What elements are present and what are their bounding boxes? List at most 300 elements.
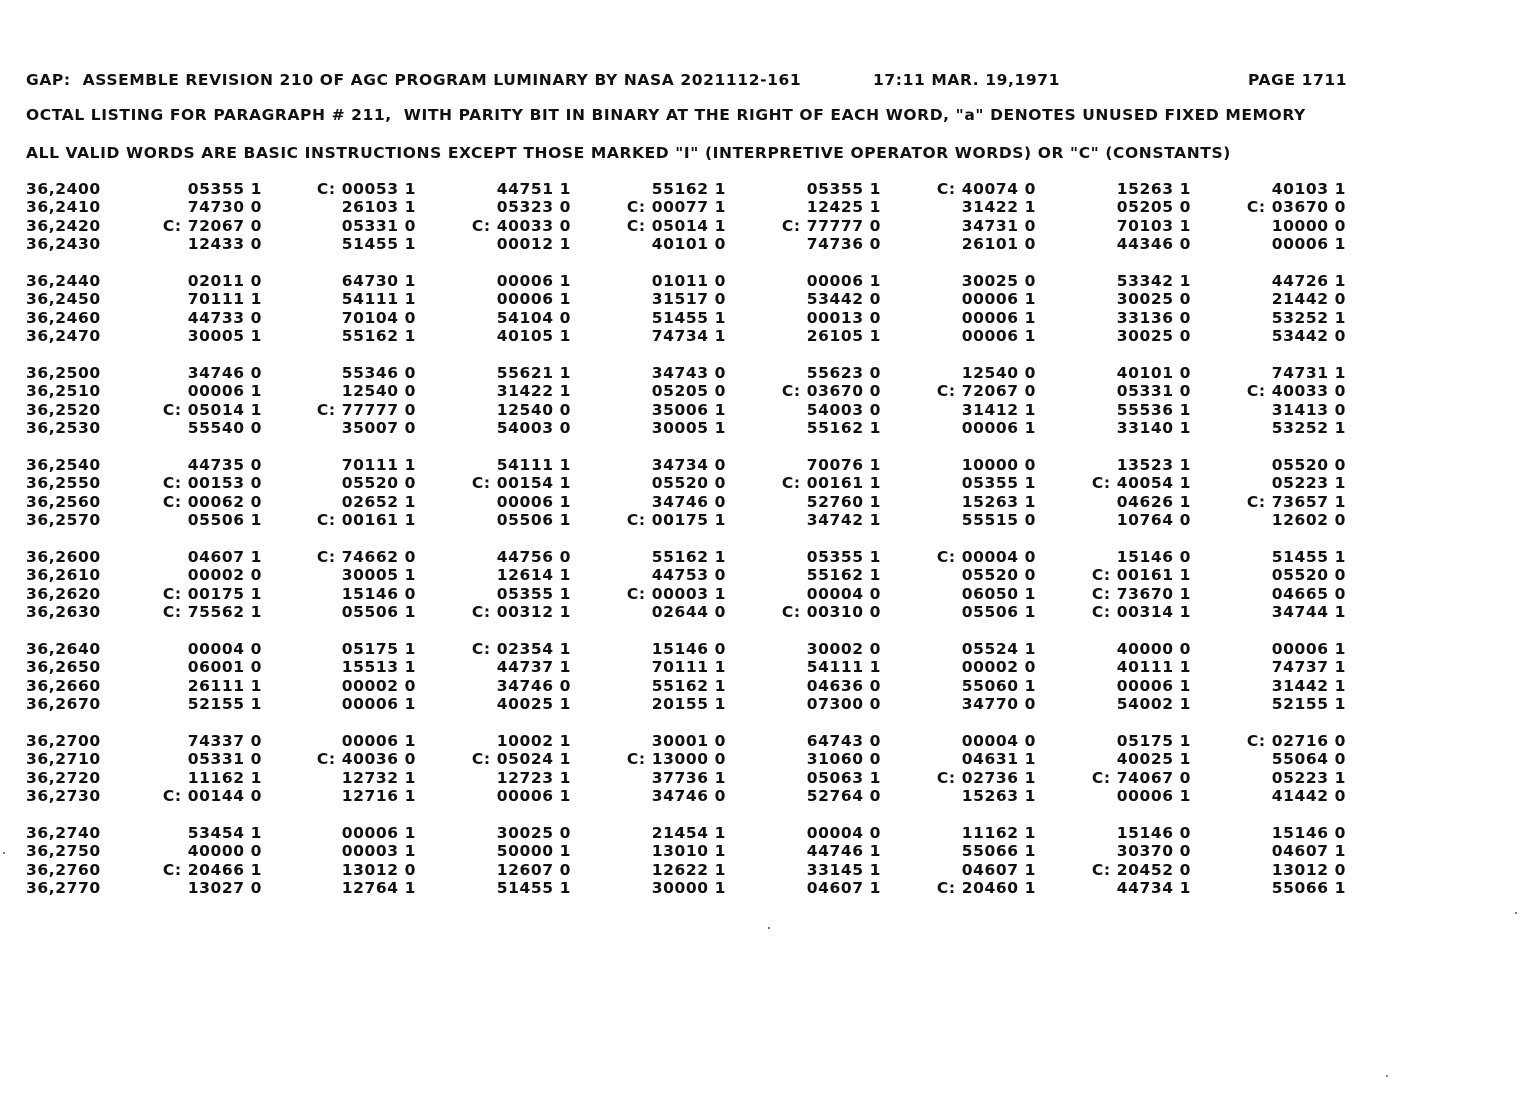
octal-word: 00002 0 <box>341 676 416 695</box>
octal-word: 13012 0 <box>1271 860 1346 879</box>
octal-word: 34731 0 <box>961 216 1036 235</box>
octal-word: 05331 0 <box>187 750 262 769</box>
octal-word: 00006 1 <box>806 272 881 290</box>
octal-word: C: 00077 1 <box>626 198 726 217</box>
octal-word: 74736 0 <box>806 234 881 253</box>
octal-word: 12433 0 <box>187 234 262 253</box>
octal-word: 00006 1 <box>961 418 1036 437</box>
row-address: 36,2430 <box>26 234 101 253</box>
octal-word: 12602 0 <box>1271 510 1346 529</box>
listing-row <box>0 235 1530 253</box>
octal-word: 15146 0 <box>1271 824 1346 842</box>
listing-row <box>0 382 1530 400</box>
octal-word: 70076 1 <box>806 456 881 474</box>
octal-word: 34744 1 <box>1271 602 1346 621</box>
header-page-number: PAGE 1711 <box>1248 71 1348 89</box>
octal-word: 55064 0 <box>1271 750 1346 769</box>
octal-word: 55536 1 <box>1116 400 1191 419</box>
octal-word: C: 00003 1 <box>626 584 726 603</box>
octal-word: 70104 0 <box>341 308 416 327</box>
octal-word: 55515 0 <box>961 510 1036 529</box>
listing-row <box>0 677 1530 695</box>
octal-word: C: 05014 1 <box>626 216 726 235</box>
octal-word: C: 75562 1 <box>162 602 262 621</box>
octal-word: 15513 1 <box>341 658 416 677</box>
row-address: 36,2770 <box>26 878 101 897</box>
octal-word: 13010 1 <box>651 842 726 861</box>
row-address: 36,2570 <box>26 510 101 529</box>
octal-word: 31422 1 <box>961 198 1036 217</box>
octal-word: 54111 1 <box>341 290 416 309</box>
octal-word: 30370 0 <box>1116 842 1191 861</box>
octal-word: 06050 1 <box>961 584 1036 603</box>
octal-word: 40105 1 <box>496 326 571 345</box>
row-address: 36,2450 <box>26 290 101 309</box>
octal-word: C: 02354 1 <box>471 640 571 658</box>
octal-word: 15263 1 <box>1116 180 1191 198</box>
octal-word: 54003 0 <box>806 400 881 419</box>
row-address: 36,2410 <box>26 198 101 217</box>
row-address: 36,2630 <box>26 602 101 621</box>
octal-word: 15146 0 <box>1116 824 1191 842</box>
octal-word: 12614 1 <box>496 566 571 585</box>
octal-word: 55621 1 <box>496 364 571 382</box>
octal-word: 30005 1 <box>651 418 726 437</box>
octal-word: 15263 1 <box>961 492 1036 511</box>
octal-word: 55162 1 <box>806 566 881 585</box>
octal-word: 15146 0 <box>341 584 416 603</box>
octal-word: 40101 0 <box>1116 364 1191 382</box>
octal-word: 15263 1 <box>961 786 1036 805</box>
octal-word: 26105 1 <box>806 326 881 345</box>
row-address: 36,2640 <box>26 640 101 658</box>
octal-word: 34734 0 <box>651 456 726 474</box>
listing-row <box>0 401 1530 419</box>
octal-word: 00002 0 <box>187 566 262 585</box>
listing-block <box>0 180 1530 272</box>
octal-word: 05524 1 <box>961 640 1036 658</box>
octal-word: 51455 1 <box>651 308 726 327</box>
octal-word: 30025 0 <box>1116 326 1191 345</box>
listing-row <box>0 585 1530 603</box>
octal-word: 74731 1 <box>1271 364 1346 382</box>
octal-word: 74337 0 <box>187 732 262 750</box>
octal-word: 53252 1 <box>1271 418 1346 437</box>
octal-word: 30005 1 <box>187 326 262 345</box>
octal-word: 12540 0 <box>961 364 1036 382</box>
octal-word: 00006 1 <box>187 382 262 401</box>
octal-word: 74734 1 <box>651 326 726 345</box>
row-address: 36,2600 <box>26 548 101 566</box>
octal-word: 12425 1 <box>806 198 881 217</box>
octal-word: 30025 0 <box>1116 290 1191 309</box>
octal-word: 00003 1 <box>341 842 416 861</box>
octal-word: 10002 1 <box>496 732 571 750</box>
octal-word: 44746 1 <box>806 842 881 861</box>
octal-word: C: 03670 0 <box>781 382 881 401</box>
octal-word: C: 00161 1 <box>781 474 881 493</box>
octal-word: 26101 0 <box>961 234 1036 253</box>
listing-row <box>0 419 1530 437</box>
header-line-2: OCTAL LISTING FOR PARAGRAPH # 211, WITH PARITY BIT IN BINARY AT THE RIGHT OF EACH WORD, "a" DENOTES UNUSED FIXED MEMORY <box>26 106 1306 124</box>
row-address: 36,2540 <box>26 456 101 474</box>
octal-word: 53342 1 <box>1116 272 1191 290</box>
octal-word: 53252 1 <box>1271 308 1346 327</box>
octal-word: 05175 1 <box>1116 732 1191 750</box>
octal-word: 26111 1 <box>187 676 262 695</box>
octal-word: 02652 1 <box>341 492 416 511</box>
octal-word: 10000 0 <box>961 456 1036 474</box>
octal-word: 41442 0 <box>1271 786 1346 805</box>
listing-row <box>0 309 1530 327</box>
octal-word: 40103 1 <box>1271 180 1346 198</box>
octal-word: 05520 0 <box>1271 566 1346 585</box>
octal-word: 12540 0 <box>341 382 416 401</box>
octal-word: 12540 0 <box>496 400 571 419</box>
octal-word: 12607 0 <box>496 860 571 879</box>
octal-word: C: 72067 0 <box>162 216 262 235</box>
octal-word: 30002 0 <box>806 640 881 658</box>
octal-word: 05355 1 <box>187 180 262 198</box>
octal-word: 21442 0 <box>1271 290 1346 309</box>
octal-word: 34746 0 <box>651 786 726 805</box>
row-address: 36,2670 <box>26 694 101 713</box>
listing-row <box>0 769 1530 787</box>
octal-word: 34746 0 <box>187 364 262 382</box>
octal-word: 06001 0 <box>187 658 262 677</box>
octal-word: C: 00004 0 <box>936 548 1036 566</box>
octal-word: 00006 1 <box>1271 234 1346 253</box>
octal-word: 33140 1 <box>1116 418 1191 437</box>
octal-word: C: 00175 1 <box>626 510 726 529</box>
row-address: 36,2470 <box>26 326 101 345</box>
octal-word: 04636 0 <box>806 676 881 695</box>
octal-word: 00004 0 <box>806 584 881 603</box>
octal-word: C: 74067 0 <box>1091 768 1191 787</box>
listing-row <box>0 787 1530 805</box>
row-address: 36,2420 <box>26 216 101 235</box>
octal-word: C: 00144 0 <box>162 786 262 805</box>
octal-word: 44753 0 <box>651 566 726 585</box>
octal-word: 30025 0 <box>496 824 571 842</box>
octal-word: 40101 0 <box>651 234 726 253</box>
listing-row <box>0 732 1530 750</box>
row-address: 36,2550 <box>26 474 101 493</box>
octal-word: 05506 1 <box>187 510 262 529</box>
listing-row <box>0 658 1530 676</box>
octal-word: C: 00175 1 <box>162 584 262 603</box>
octal-word: 31422 1 <box>496 382 571 401</box>
octal-word: 51455 1 <box>341 234 416 253</box>
row-address: 36,2530 <box>26 418 101 437</box>
octal-word: 04607 1 <box>961 860 1036 879</box>
octal-word: 00006 1 <box>496 492 571 511</box>
octal-word: 00006 1 <box>961 326 1036 345</box>
octal-word: 35007 0 <box>341 418 416 437</box>
octal-word: C: 00314 1 <box>1091 602 1191 621</box>
listing-row <box>0 217 1530 235</box>
octal-word: 05223 1 <box>1271 768 1346 787</box>
octal-word: 05205 0 <box>651 382 726 401</box>
octal-word: 55540 0 <box>187 418 262 437</box>
octal-word: 11162 1 <box>961 824 1036 842</box>
octal-word: 30005 1 <box>341 566 416 585</box>
octal-word: 00006 1 <box>961 290 1036 309</box>
octal-word: 70103 1 <box>1116 216 1191 235</box>
listing-row <box>0 842 1530 860</box>
octal-word: 53442 0 <box>806 290 881 309</box>
octal-word: 10764 0 <box>1116 510 1191 529</box>
octal-word: 54002 1 <box>1116 694 1191 713</box>
row-address: 36,2730 <box>26 786 101 805</box>
octal-word: 05506 1 <box>496 510 571 529</box>
octal-word: 34746 0 <box>496 676 571 695</box>
octal-word: 00006 1 <box>496 290 571 309</box>
octal-word: 31517 0 <box>651 290 726 309</box>
octal-word: 52764 0 <box>806 786 881 805</box>
listing-block <box>0 272 1530 364</box>
octal-word: 00004 0 <box>961 732 1036 750</box>
row-address: 36,2740 <box>26 824 101 842</box>
octal-word: C: 40036 0 <box>316 750 416 769</box>
octal-word: 54003 0 <box>496 418 571 437</box>
octal-word: C: 00053 1 <box>316 180 416 198</box>
octal-word: 64743 0 <box>806 732 881 750</box>
octal-word: 11162 1 <box>187 768 262 787</box>
octal-word: 13012 0 <box>341 860 416 879</box>
octal-word: 04631 1 <box>961 750 1036 769</box>
octal-word: 02644 0 <box>651 602 726 621</box>
octal-word: C: 40033 0 <box>1246 382 1346 401</box>
listing-block <box>0 732 1530 824</box>
octal-word: 52760 1 <box>806 492 881 511</box>
row-address: 36,2400 <box>26 180 101 198</box>
octal-word: 05355 1 <box>961 474 1036 493</box>
octal-word: C: 40054 1 <box>1091 474 1191 493</box>
octal-word: 05506 1 <box>341 602 416 621</box>
octal-word: 70111 1 <box>187 290 262 309</box>
octal-word: 50000 1 <box>496 842 571 861</box>
row-address: 36,2610 <box>26 566 101 585</box>
octal-word: 05063 1 <box>806 768 881 787</box>
listing-row <box>0 474 1530 492</box>
octal-word: 53442 0 <box>1271 326 1346 345</box>
listing-block <box>0 548 1530 640</box>
octal-word: 40025 1 <box>496 694 571 713</box>
octal-word: 05323 0 <box>496 198 571 217</box>
listing-row <box>0 290 1530 308</box>
octal-word: 34743 0 <box>651 364 726 382</box>
octal-word: 55162 1 <box>651 548 726 566</box>
octal-word: 00013 0 <box>806 308 881 327</box>
octal-word: C: 05014 1 <box>162 400 262 419</box>
octal-word: 12732 1 <box>341 768 416 787</box>
octal-word: 05175 1 <box>341 640 416 658</box>
octal-word: 04607 1 <box>187 548 262 566</box>
octal-word: 55162 1 <box>341 326 416 345</box>
octal-word: 04626 1 <box>1116 492 1191 511</box>
octal-word: C: 72067 0 <box>936 382 1036 401</box>
octal-word: C: 77777 0 <box>781 216 881 235</box>
octal-word: 05520 0 <box>961 566 1036 585</box>
octal-word: 44735 0 <box>187 456 262 474</box>
header-title: GAP: ASSEMBLE REVISION 210 OF AGC PROGRAM LUMINARY BY NASA 2021112-161 <box>26 71 802 89</box>
octal-word: 30025 0 <box>961 272 1036 290</box>
row-address: 36,2650 <box>26 658 101 677</box>
octal-word: C: 13000 0 <box>626 750 726 769</box>
octal-word: 00004 0 <box>806 824 881 842</box>
octal-word: 31413 0 <box>1271 400 1346 419</box>
octal-word: 52155 1 <box>1271 694 1346 713</box>
octal-word: 34746 0 <box>651 492 726 511</box>
listing-row <box>0 456 1530 474</box>
octal-word: 55162 1 <box>651 676 726 695</box>
octal-word: 12622 1 <box>651 860 726 879</box>
octal-word: 00006 1 <box>961 308 1036 327</box>
octal-word: 70111 1 <box>651 658 726 677</box>
octal-word: 55346 0 <box>341 364 416 382</box>
row-address: 36,2560 <box>26 492 101 511</box>
octal-word: 30000 1 <box>651 878 726 897</box>
octal-word: 12723 1 <box>496 768 571 787</box>
octal-word: C: 20452 0 <box>1091 860 1191 879</box>
octal-word: 40000 0 <box>1116 640 1191 658</box>
scan-speck <box>768 927 770 929</box>
row-address: 36,2720 <box>26 768 101 787</box>
listing-row <box>0 364 1530 382</box>
octal-word: 26103 1 <box>341 198 416 217</box>
scan-speck <box>3 852 5 854</box>
octal-word: 33145 1 <box>806 860 881 879</box>
octal-word: 21454 1 <box>651 824 726 842</box>
octal-word: 44346 0 <box>1116 234 1191 253</box>
row-address: 36,2460 <box>26 308 101 327</box>
octal-word: 31060 0 <box>806 750 881 769</box>
octal-word: C: 05024 1 <box>471 750 571 769</box>
octal-word: C: 00310 0 <box>781 602 881 621</box>
octal-word: 44751 1 <box>496 180 571 198</box>
octal-word: 01011 0 <box>651 272 726 290</box>
octal-word: 55060 1 <box>961 676 1036 695</box>
octal-word: 55162 1 <box>651 180 726 198</box>
octal-word: C: 73670 1 <box>1091 584 1191 603</box>
listing-row <box>0 879 1530 897</box>
listing-row <box>0 272 1530 290</box>
listing-row <box>0 824 1530 842</box>
octal-word: 70111 1 <box>341 456 416 474</box>
octal-word: 02011 0 <box>187 272 262 290</box>
octal-word: C: 00154 1 <box>471 474 571 493</box>
octal-word: C: 00161 1 <box>1091 566 1191 585</box>
listing-row <box>0 695 1530 713</box>
octal-word: 54104 0 <box>496 308 571 327</box>
listing-row <box>0 493 1530 511</box>
listing-row <box>0 861 1530 879</box>
row-address: 36,2510 <box>26 382 101 401</box>
octal-word: C: 02716 0 <box>1246 732 1346 750</box>
octal-word: C: 20466 1 <box>162 860 262 879</box>
listing-block <box>0 364 1530 456</box>
octal-word: 00006 1 <box>1116 786 1191 805</box>
octal-word: 74730 0 <box>187 198 262 217</box>
octal-word: 00006 1 <box>341 694 416 713</box>
octal-word: 13523 1 <box>1116 456 1191 474</box>
octal-word: 74737 1 <box>1271 658 1346 677</box>
octal-word: C: 77777 0 <box>316 400 416 419</box>
octal-word: 00006 1 <box>1116 676 1191 695</box>
octal-word: 55623 0 <box>806 364 881 382</box>
octal-word: 53454 1 <box>187 824 262 842</box>
octal-word: 04607 1 <box>1271 842 1346 861</box>
octal-word: 51455 1 <box>1271 548 1346 566</box>
header-line-3: ALL VALID WORDS ARE BASIC INSTRUCTIONS EXCEPT THOSE MARKED "I" (INTERPRETIVE OPERATOR WORDS) OR "C" (CONSTANTS) <box>26 144 1231 162</box>
row-address: 36,2660 <box>26 676 101 695</box>
octal-word: C: 00153 0 <box>162 474 262 493</box>
octal-word: 05520 0 <box>651 474 726 493</box>
octal-listing <box>0 180 1530 916</box>
octal-word: 05506 1 <box>961 602 1036 621</box>
scan-speck <box>1386 1075 1388 1077</box>
octal-word: 31442 1 <box>1271 676 1346 695</box>
octal-word: 44737 1 <box>496 658 571 677</box>
octal-word: 30001 0 <box>651 732 726 750</box>
octal-word: 34770 0 <box>961 694 1036 713</box>
octal-word: C: 02736 1 <box>936 768 1036 787</box>
octal-word: 05331 0 <box>1116 382 1191 401</box>
octal-word: C: 20460 1 <box>936 878 1036 897</box>
row-address: 36,2750 <box>26 842 101 861</box>
octal-word: C: 00161 1 <box>316 510 416 529</box>
row-address: 36,2440 <box>26 272 101 290</box>
row-address: 36,2500 <box>26 364 101 382</box>
listing-row <box>0 640 1530 658</box>
octal-word: 51455 1 <box>496 878 571 897</box>
octal-word: 44726 1 <box>1271 272 1346 290</box>
octal-word: 04665 0 <box>1271 584 1346 603</box>
scan-speck <box>1515 912 1517 914</box>
listing-block <box>0 456 1530 548</box>
octal-word: C: 03670 0 <box>1246 198 1346 217</box>
row-address: 36,2760 <box>26 860 101 879</box>
octal-word: 40025 1 <box>1116 750 1191 769</box>
octal-word: 10000 0 <box>1271 216 1346 235</box>
octal-word: 00006 1 <box>496 272 571 290</box>
listing-row <box>0 511 1530 529</box>
octal-word: 12716 1 <box>341 786 416 805</box>
octal-word: 15146 0 <box>1116 548 1191 566</box>
octal-word: 00006 1 <box>341 732 416 750</box>
octal-word: 55066 1 <box>961 842 1036 861</box>
octal-word: C: 73657 1 <box>1246 492 1346 511</box>
octal-word: 15146 0 <box>651 640 726 658</box>
octal-word: 12764 1 <box>341 878 416 897</box>
listing-block <box>0 824 1530 916</box>
octal-word: 00006 1 <box>341 824 416 842</box>
row-address: 36,2520 <box>26 400 101 419</box>
octal-word: 07300 0 <box>806 694 881 713</box>
octal-word: 44734 1 <box>1116 878 1191 897</box>
octal-word: 04607 1 <box>806 878 881 897</box>
listing-row <box>0 603 1530 621</box>
listing-row <box>0 548 1530 566</box>
octal-word: 34742 1 <box>806 510 881 529</box>
octal-word: 05205 0 <box>1116 198 1191 217</box>
listing-row <box>0 566 1530 584</box>
octal-word: C: 40033 0 <box>471 216 571 235</box>
octal-word: 37736 1 <box>651 768 726 787</box>
octal-word: 55066 1 <box>1271 878 1346 897</box>
octal-word: 05331 0 <box>341 216 416 235</box>
